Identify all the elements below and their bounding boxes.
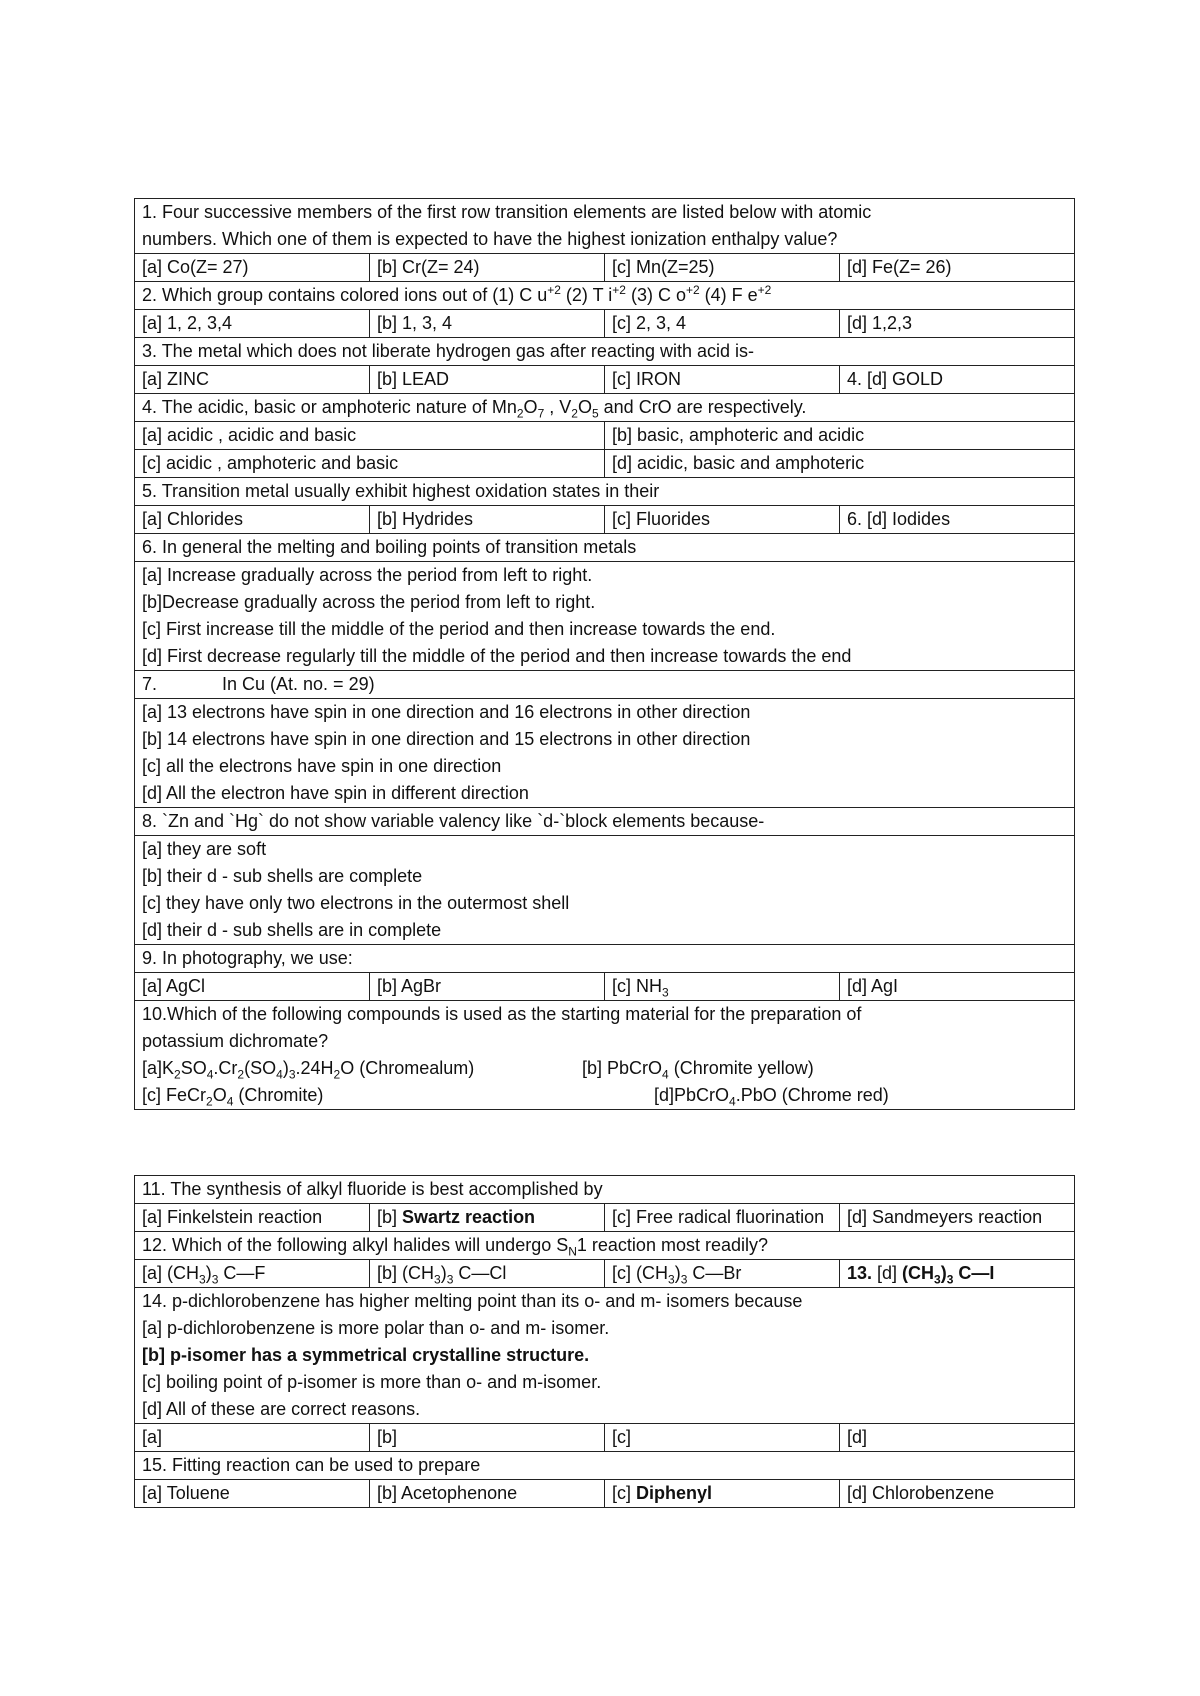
option-a-text: [a] p-dichlorobenzene is more polar than o- and m- isomer. [142, 1318, 610, 1338]
options-block [135, 699, 1075, 808]
option-b: [b] Swartz reaction [370, 1204, 605, 1232]
question-text: 10.Which of the following compounds is used as the starting material for the preparation of [142, 1004, 862, 1024]
options-row [135, 1260, 1075, 1288]
question-2-row [135, 282, 1075, 310]
question-11-row [135, 1176, 1075, 1204]
option-d: [d] First decrease regularly till the middle of the period and then increase towards the end [142, 646, 852, 666]
question-10-row [135, 1001, 1075, 1110]
option-c: [c] acidic , amphoteric and basic [135, 450, 605, 478]
question-15: 15. Fitting reaction can be used to prepare [135, 1452, 1075, 1480]
question-3: 3. The metal which does not liberate hydrogen gas after reacting with acid is- [135, 338, 1075, 366]
option-b: [b] Cr(Z= 24) [370, 254, 605, 282]
options-line [142, 1082, 1067, 1109]
option-c: [c] $FeCr_2O_4$ (Chromite) [142, 1085, 324, 1109]
option-b: [b] Acetophenone [370, 1480, 605, 1508]
option-a: $[a]K_2SO_4.Cr_2(SO_4)_3.24H_2O$ (Chromealum) [142, 1058, 475, 1082]
option-d: 13. [d] $(CH_3)_3$ C—I [840, 1260, 1075, 1288]
question-1 [135, 199, 1075, 254]
options-block [135, 836, 1075, 945]
question-7: 7. In Cu (At. no. = 29) [135, 671, 1075, 699]
option-b: [b] 14 electrons have spin in one direction and 15 electrons in other direction [142, 729, 751, 749]
options-row [135, 1424, 1075, 1452]
options-row [135, 1480, 1075, 1508]
question-4: 4. The acidic, basic or amphoteric nature of $Mn_2O_7$ , $V_2O_5$ and CrO are respectively. [135, 394, 1075, 422]
option-c: [c] IRON [605, 366, 840, 394]
option-b: [b] basic, amphoteric and acidic [605, 422, 1075, 450]
question-text: numbers. Which one of them is expected to have the highest ionization enthalpy value? [142, 229, 838, 249]
question-3-row [135, 338, 1075, 366]
option-d-text: [d] All of these are correct reasons. [142, 1399, 421, 1419]
question-5-row [135, 478, 1075, 506]
option-c: [c] all the electrons have spin in one direction [142, 756, 502, 776]
options-list [135, 836, 1075, 945]
question-7-row [135, 671, 1075, 699]
option-a: [a] Toluene [135, 1480, 370, 1508]
question-8-row [135, 808, 1075, 836]
options-row [135, 506, 1075, 534]
option-c: [c] First increase till the middle of the period and then increase towards the end. [142, 619, 776, 639]
option-c: [c] Diphenyl [605, 1480, 840, 1508]
question-15-row [135, 1452, 1075, 1480]
question-6: 6. In general the melting and boiling points of transition metals [135, 534, 1075, 562]
option-d: [d] AgI [840, 973, 1075, 1001]
options-row [135, 254, 1075, 282]
option-d: [d] acidic, basic and amphoteric [605, 450, 1075, 478]
option-a: [a] [135, 1424, 370, 1452]
option-c: [c] 2, 3, 4 [605, 310, 840, 338]
option-b: [b] AgBr [370, 973, 605, 1001]
option-b: [b]Decrease gradually across the period from left to right. [142, 592, 596, 612]
option-d: 4. [d] GOLD [840, 366, 1075, 394]
question-text: 1. Four successive members of the first row transition elements are listed below with atomic [142, 202, 872, 222]
option-b: [b] 1, 3, 4 [370, 310, 605, 338]
option-b: [b] $(CH_3)_3$ C—Cl [370, 1260, 605, 1288]
question-11: 11. The synthesis of alkyl fluoride is best accomplished by [135, 1176, 1075, 1204]
options-row [135, 1204, 1075, 1232]
option-c: [c] [605, 1424, 840, 1452]
question-12: 12. Which of the following alkyl halides will undergo $S_N1$ reaction most readily? [135, 1232, 1075, 1260]
option-a: [a] they are soft [142, 839, 267, 859]
option-d: [d] 1,2,3 [840, 310, 1075, 338]
question-text: potassium dichromate? [142, 1031, 329, 1051]
question-table-2 [134, 1175, 1075, 1508]
option-a: [a] $(CH_3)_3$ C—F [135, 1260, 370, 1288]
question-8: 8. `Zn and `Hg` do not show variable valency like `d-`block elements because- [135, 808, 1075, 836]
option-b: [b] PbCrO$_4$ (Chromite yellow) [582, 1058, 814, 1082]
options-row [135, 310, 1075, 338]
question-2: 2. Which group contains colored ions out of (1) C $u^{+2}$ (2) T $i^{+2}$ (3) C $o^{+2}$ (4) F $e^{+2}$ [135, 282, 1075, 310]
option-d: [d] All the electron have spin in different direction [142, 783, 529, 803]
option-a: [a] 13 electrons have spin in one direction and 16 electrons in other direction [142, 702, 751, 722]
option-d: [d] their d - sub shells are in complete [142, 920, 442, 940]
option-c: [c] Mn(Z=25) [605, 254, 840, 282]
option-b: [b] their d - sub shells are complete [142, 866, 423, 886]
option-c: [c] $NH_3$ [605, 973, 840, 1001]
question-text: 14. p-dichlorobenzene has higher melting point than its o- and m- isomers because [142, 1291, 803, 1311]
question-10 [135, 1001, 1075, 1110]
option-d: [d] Chlorobenzene [840, 1480, 1075, 1508]
option-d: [d] Fe(Z= 26) [840, 254, 1075, 282]
option-c: [c] Free radical fluorination [605, 1204, 840, 1232]
option-c-text: [c] boiling point of p-isomer is more than o- and m-isomer. [142, 1372, 602, 1392]
option-b: [b] LEAD [370, 366, 605, 394]
question-4-row [135, 394, 1075, 422]
question-14 [135, 1288, 1075, 1424]
option-d: [d] Sandmeyers reaction [840, 1204, 1075, 1232]
option-a: [a] Increase gradually across the period from left to right. [142, 565, 593, 585]
option-d: 6. [d] Iodides [840, 506, 1075, 534]
option-c: [c] $(CH_3)_3$ C—Br [605, 1260, 840, 1288]
options-line [142, 1055, 1067, 1082]
option-a: [a] Chlorides [135, 506, 370, 534]
option-a: [a] ZINC [135, 366, 370, 394]
options-row [135, 450, 1075, 478]
question-1-row [135, 199, 1075, 254]
options-row [135, 422, 1075, 450]
option-c: [c] they have only two electrons in the outermost shell [142, 893, 570, 913]
option-c: [c] Fluorides [605, 506, 840, 534]
options-block [135, 562, 1075, 671]
question-9-row [135, 945, 1075, 973]
options-list [135, 562, 1075, 671]
question-14-row [135, 1288, 1075, 1424]
option-d: [d] [840, 1424, 1075, 1452]
options-list [135, 699, 1075, 808]
option-a: [a] Co(Z= 27) [135, 254, 370, 282]
question-table-1 [134, 198, 1075, 1110]
option-a: [a] acidic , acidic and basic [135, 422, 605, 450]
option-a: [a] Finkelstein reaction [135, 1204, 370, 1232]
option-a: [a] 1, 2, 3,4 [135, 310, 370, 338]
options-row [135, 366, 1075, 394]
option-a: [a] AgCl [135, 973, 370, 1001]
question-6-row [135, 534, 1075, 562]
question-5: 5. Transition metal usually exhibit highest oxidation states in their [135, 478, 1075, 506]
option-b-text: [b] p-isomer has a symmetrical crystalline structure. [142, 1345, 590, 1365]
question-9: 9. In photography, we use: [135, 945, 1075, 973]
options-row [135, 973, 1075, 1001]
option-b: [b] [370, 1424, 605, 1452]
option-d: [d]PbCrO$_4$.PbO (Chrome red) [654, 1085, 889, 1109]
question-12-row [135, 1232, 1075, 1260]
option-b: [b] Hydrides [370, 506, 605, 534]
